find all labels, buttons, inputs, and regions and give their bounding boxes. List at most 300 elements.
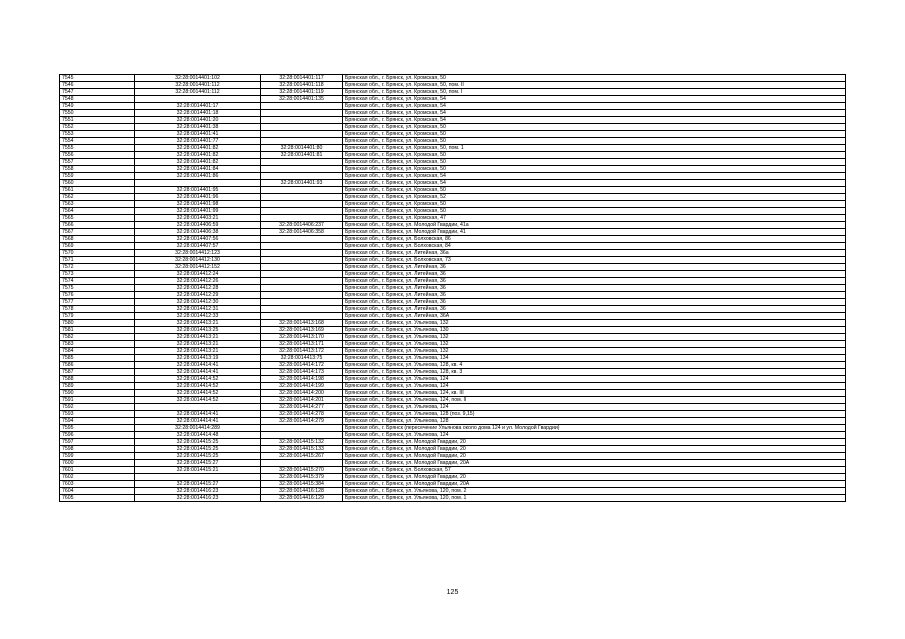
table-row: [60, 355, 846, 362]
table-row: [60, 299, 846, 306]
table-row: [60, 103, 846, 110]
address-cell: Брянская обл., г. Брянск, ул. Ульянова, 128 (поз. 9,15): [343, 411, 846, 418]
object-cadastral-number-cell: [261, 187, 343, 194]
address-cell: Брянская обл., г. Брянск, ул. Болховская, 84: [343, 243, 846, 250]
parcel-cadastral-number-cell: 32:28:0014401:96: [135, 194, 261, 201]
object-cadastral-number-cell: [261, 271, 343, 278]
row-number-cell: 7563: [60, 201, 135, 208]
address-cell: Брянская обл., г. Брянск, ул. Литейная, 36: [343, 299, 846, 306]
table-row: [60, 173, 846, 180]
parcel-cadastral-number-cell: 32:28:0014401:20: [135, 117, 261, 124]
row-number-cell: 7599: [60, 453, 135, 460]
table-row: [60, 250, 846, 257]
object-cadastral-number-cell: 32:28:0014413:75: [261, 355, 343, 362]
address-cell: Брянская обл., г. Брянск, ул. Кромская, 50, пом. I: [343, 89, 846, 96]
parcel-cadastral-number-cell: [135, 404, 261, 411]
table-row: [60, 341, 846, 348]
object-cadastral-number-cell: 32:28:0014415:379: [261, 474, 343, 481]
table-row: [60, 187, 846, 194]
parcel-cadastral-number-cell: 32:28:0014407:57: [135, 243, 261, 250]
row-number-cell: 7549: [60, 103, 135, 110]
table-row: [60, 474, 846, 481]
address-cell: Брянская обл., г. Брянск, ул. Ульянова, 132: [343, 341, 846, 348]
parcel-cadastral-number-cell: 32:28:0014412:29: [135, 292, 261, 299]
parcel-cadastral-number-cell: 32:28:0014401:98: [135, 201, 261, 208]
parcel-cadastral-number-cell: 32:28:0014412:26: [135, 278, 261, 285]
parcel-cadastral-number-cell: 32:28:0014415:27: [135, 481, 261, 488]
table-row: [60, 376, 846, 383]
parcel-cadastral-number-cell: 32:28:0014401:82: [135, 159, 261, 166]
object-cadastral-number-cell: [261, 299, 343, 306]
row-number-cell: 7566: [60, 222, 135, 229]
row-number-cell: 7603: [60, 481, 135, 488]
address-cell: Брянская обл., г. Брянск, ул. Кромская, 50, пом. II: [343, 82, 846, 89]
row-number-cell: 7569: [60, 243, 135, 250]
address-cell: Брянская обл., г. Брянск, ул. Молодой Гвардии, 20А: [343, 460, 846, 467]
parcel-cadastral-number-cell: 32:28:0014401:38: [135, 124, 261, 131]
address-cell: Брянская обл., г. Брянск, ул. Молодой Гвардии, 41а: [343, 222, 846, 229]
row-number-cell: 7583: [60, 341, 135, 348]
row-number-cell: 7547: [60, 89, 135, 96]
object-cadastral-number-cell: 32:28:0014414:198: [261, 376, 343, 383]
row-number-cell: 7561: [60, 187, 135, 194]
object-cadastral-number-cell: 32:28:0014415:132: [261, 439, 343, 446]
parcel-cadastral-number-cell: 32:28:0014415:25: [135, 439, 261, 446]
object-cadastral-number-cell: 32:28:0014414:173: [261, 369, 343, 376]
table-row: [60, 397, 846, 404]
parcel-cadastral-number-cell: 32:28:0014414:52: [135, 376, 261, 383]
table-row: [60, 306, 846, 313]
object-cadastral-number-cell: 32:28:0014413:172: [261, 348, 343, 355]
address-cell: Брянская обл., г. Брянск, ул. Ульянова, 124: [343, 383, 846, 390]
parcel-cadastral-number-cell: 32:28:0014412:30: [135, 299, 261, 306]
address-cell: Брянская обл., г. Брянск, ул. Кромская, 52: [343, 194, 846, 201]
parcel-cadastral-number-cell: 32:28:0014401:41: [135, 131, 261, 138]
table-row: [60, 453, 846, 460]
row-number-cell: 7585: [60, 355, 135, 362]
object-cadastral-number-cell: [261, 250, 343, 257]
address-cell: Брянская обл., г. Брянск, ул. Кромская, 50: [343, 138, 846, 145]
table-row: [60, 292, 846, 299]
table-row: [60, 110, 846, 117]
parcel-cadastral-number-cell: 32:28:0014412:33: [135, 313, 261, 320]
parcel-cadastral-number-cell: 32:28:0014414:41: [135, 411, 261, 418]
row-number-cell: 7568: [60, 236, 135, 243]
address-cell: Брянская обл., г. Брянск, ул. Кромская, 50: [343, 124, 846, 131]
table-row: [60, 89, 846, 96]
table-row: [60, 201, 846, 208]
row-number-cell: 7592: [60, 404, 135, 411]
address-cell: Брянская обл., г. Брянск, ул. Литейная, 36: [343, 271, 846, 278]
row-number-cell: 7572: [60, 264, 135, 271]
table-row: [60, 96, 846, 103]
address-cell: Брянская обл., г. Брянск, ул. Ульянова, 124: [343, 404, 846, 411]
address-cell: Брянская обл., г. Брянск, ул. Кромская, 47: [343, 215, 846, 222]
address-cell: Брянская обл., г. Брянск, ул. Молодой Гвардии, 20: [343, 453, 846, 460]
object-cadastral-number-cell: 32:28:0014415:384: [261, 481, 343, 488]
table-row: [60, 138, 846, 145]
object-cadastral-number-cell: [261, 201, 343, 208]
parcel-cadastral-number-cell: 32:28:0014401:17: [135, 103, 261, 110]
row-number-cell: 7551: [60, 117, 135, 124]
parcel-cadastral-number-cell: 32:28:0014407:56: [135, 236, 261, 243]
object-cadastral-number-cell: 32:28:0014414:199: [261, 383, 343, 390]
object-cadastral-number-cell: 32:28:0014401:80: [261, 145, 343, 152]
object-cadastral-number-cell: [261, 215, 343, 222]
parcel-cadastral-number-cell: 32:28:0014415:25: [135, 453, 261, 460]
object-cadastral-number-cell: [261, 124, 343, 131]
table-row: [60, 369, 846, 376]
address-cell: Брянская обл., г. Брянск, ул. Литейная, 36: [343, 292, 846, 299]
parcel-cadastral-number-cell: 32:28:0014414:52: [135, 383, 261, 390]
address-cell: Брянская обл., г. Брянск, ул. Литейная, 36а: [343, 250, 846, 257]
address-cell: Брянская обл., г. Брянск, ул. Литейная, 36: [343, 278, 846, 285]
parcel-cadastral-number-cell: 32:28:0014413:25: [135, 327, 261, 334]
object-cadastral-number-cell: [261, 425, 343, 432]
row-number-cell: 7596: [60, 432, 135, 439]
address-cell: Брянская обл., г. Брянск, ул. Литейная, 36А: [343, 313, 846, 320]
parcel-cadastral-number-cell: 32:28:0014412:130: [135, 257, 261, 264]
table-row: [60, 271, 846, 278]
parcel-cadastral-number-cell: 32:28:0014401:82: [135, 152, 261, 159]
object-cadastral-number-cell: 32:28:0014413:170: [261, 334, 343, 341]
address-cell: Брянская обл., г. Брянск, ул. Молодой Гвардии, 20: [343, 439, 846, 446]
address-cell: Брянская обл., г. Брянск, ул. Кромская, 50: [343, 131, 846, 138]
parcel-cadastral-number-cell: 32:28:0014401:82: [135, 145, 261, 152]
row-number-cell: 7574: [60, 278, 135, 285]
table-row: [60, 278, 846, 285]
parcel-cadastral-number-cell: 32:28:0014401:102: [135, 75, 261, 82]
row-number-cell: 7577: [60, 299, 135, 306]
object-cadastral-number-cell: 32:28:0014401:81: [261, 152, 343, 159]
parcel-cadastral-number-cell: 32:28:0014414:41: [135, 362, 261, 369]
parcel-cadastral-number-cell: 32:28:0014414:48: [135, 432, 261, 439]
row-number-cell: 7578: [60, 306, 135, 313]
row-number-cell: 7573: [60, 271, 135, 278]
row-number-cell: 7567: [60, 229, 135, 236]
table-row: [60, 75, 846, 82]
object-cadastral-number-cell: [261, 292, 343, 299]
table-row: [60, 145, 846, 152]
address-cell: Брянская обл., г. Брянск, ул. Кромская, 50: [343, 159, 846, 166]
parcel-cadastral-number-cell: 32:28:0014401:84: [135, 166, 261, 173]
address-cell: Брянская обл., г. Брянск, ул. Кромская, 54: [343, 117, 846, 124]
parcel-cadastral-number-cell: 32:28:0014414:52: [135, 397, 261, 404]
parcel-cadastral-number-cell: 32:28:0014416:23: [135, 488, 261, 495]
address-cell: Брянская обл., г. Брянск, ул. Молодой Гвардии, 20: [343, 446, 846, 453]
parcel-cadastral-number-cell: 32:28:0014415:21: [135, 467, 261, 474]
table-row: [60, 208, 846, 215]
address-cell: Брянская обл., г. Брянск, ул. Кромская, 50: [343, 75, 846, 82]
address-cell: Брянская обл., г. Брянск, ул. Молодой Гвардии, 41: [343, 229, 846, 236]
row-number-cell: 7588: [60, 376, 135, 383]
object-cadastral-number-cell: 32:28:0014401:135: [261, 96, 343, 103]
address-cell: Брянская обл., г. Брянск, ул. Кромская, 50: [343, 201, 846, 208]
address-cell: Брянская обл., г. Брянск, ул. Болховская, 86: [343, 236, 846, 243]
parcel-cadastral-number-cell: 32:28:0014412:24: [135, 271, 261, 278]
table-row: [60, 481, 846, 488]
parcel-cadastral-number-cell: 32:28:0014412:28: [135, 285, 261, 292]
parcel-cadastral-number-cell: 32:28:0014413:21: [135, 341, 261, 348]
object-cadastral-number-cell: [261, 138, 343, 145]
address-cell: Брянская обл., г. Брянск, ул. Литейная, 36: [343, 306, 846, 313]
table-row: [60, 264, 846, 271]
table-row: [60, 383, 846, 390]
table-row: [60, 236, 846, 243]
table-row: [60, 313, 846, 320]
address-cell: Брянская обл., г. Брянск, ул. Кромская, 50: [343, 166, 846, 173]
row-number-cell: 7580: [60, 320, 135, 327]
page-number: 125: [446, 589, 459, 596]
row-number-cell: 7557: [60, 159, 135, 166]
object-cadastral-number-cell: [261, 103, 343, 110]
parcel-cadastral-number-cell: 32:28:0014414:41: [135, 418, 261, 425]
address-cell: Брянская обл., г. Брянск, ул. Кромская, 50, пом. 1: [343, 145, 846, 152]
object-cadastral-number-cell: 32:28:0014401:93: [261, 180, 343, 187]
row-number-cell: 7571: [60, 257, 135, 264]
row-number-cell: 7589: [60, 383, 135, 390]
address-cell: Брянская обл., г. Брянск, ул. Ульянова, 128, кв. 3: [343, 369, 846, 376]
object-cadastral-number-cell: 32:28:0014414:172: [261, 362, 343, 369]
object-cadastral-number-cell: 32:28:0014413:169: [261, 327, 343, 334]
row-number-cell: 7582: [60, 334, 135, 341]
table-row: [60, 390, 846, 397]
row-number-cell: 7604: [60, 488, 135, 495]
row-number-cell: 7594: [60, 418, 135, 425]
table-row: [60, 117, 846, 124]
table-row: [60, 285, 846, 292]
parcel-cadastral-number-cell: 32:28:0014401:77: [135, 138, 261, 145]
table-row: [60, 180, 846, 187]
table-row: [60, 432, 846, 439]
address-cell: Брянская обл., г. Брянск, ул. Молодой Гвардии, 20: [343, 474, 846, 481]
row-number-cell: 7597: [60, 439, 135, 446]
parcel-cadastral-number-cell: [135, 474, 261, 481]
row-number-cell: 7590: [60, 390, 135, 397]
address-cell: Брянская обл., г. Брянск, ул. Ульянова, 134: [343, 355, 846, 362]
parcel-cadastral-number-cell: 32:28:0014415:27: [135, 460, 261, 467]
address-cell: Брянская обл., г. Брянск, ул. Ульянова, 124, кв. III: [343, 390, 846, 397]
row-number-cell: 7598: [60, 446, 135, 453]
parcel-cadastral-number-cell: 32:28:0014401:99: [135, 208, 261, 215]
object-cadastral-number-cell: [261, 243, 343, 250]
address-cell: Брянская обл., г. Брянск, ул. Кромская, 50: [343, 152, 846, 159]
table-row: [60, 82, 846, 89]
table-row: [60, 411, 846, 418]
table-row: [60, 362, 846, 369]
address-cell: Брянская обл., г. Брянск, ул. Кромская, 54: [343, 96, 846, 103]
table-row: [60, 152, 846, 159]
row-number-cell: 7605: [60, 495, 135, 502]
address-cell: Брянская обл., г. Брянск, ул. Кромская, 54: [343, 110, 846, 117]
row-number-cell: 7559: [60, 173, 135, 180]
object-cadastral-number-cell: 32:28:0014415:133: [261, 446, 343, 453]
table-row: [60, 166, 846, 173]
row-number-cell: 7558: [60, 166, 135, 173]
parcel-cadastral-number-cell: 32:28:0014403:21: [135, 215, 261, 222]
row-number-cell: 7601: [60, 467, 135, 474]
object-cadastral-number-cell: 32:28:0014414:201: [261, 397, 343, 404]
parcel-cadastral-number-cell: 32:28:0014401:86: [135, 173, 261, 180]
address-cell: Брянская обл., г. Брянск, ул. Болховская, 57: [343, 467, 846, 474]
object-cadastral-number-cell: [261, 460, 343, 467]
row-number-cell: 7591: [60, 397, 135, 404]
row-number-cell: 7550: [60, 110, 135, 117]
object-cadastral-number-cell: [261, 110, 343, 117]
table-row: [60, 334, 846, 341]
table-row: [60, 229, 846, 236]
row-number-cell: 7546: [60, 82, 135, 89]
object-cadastral-number-cell: [261, 313, 343, 320]
address-cell: Брянская обл., г. Брянск, ул. Кромская, 54: [343, 173, 846, 180]
row-number-cell: 7576: [60, 292, 135, 299]
parcel-cadastral-number-cell: 32:28:0014412:31: [135, 306, 261, 313]
parcel-cadastral-number-cell: 32:28:0014414:41: [135, 369, 261, 376]
table-row: [60, 418, 846, 425]
object-cadastral-number-cell: [261, 278, 343, 285]
table-row: [60, 348, 846, 355]
object-cadastral-number-cell: [261, 432, 343, 439]
parcel-cadastral-number-cell: 32:28:0014401:112: [135, 82, 261, 89]
address-cell: Брянская обл., г. Брянск, ул. Кромская, 54: [343, 180, 846, 187]
object-cadastral-number-cell: 32:28:0014414:278: [261, 411, 343, 418]
row-number-cell: 7587: [60, 369, 135, 376]
address-cell: Брянская обл., г. Брянск, ул. Ульянова, 124, пом. II: [343, 397, 846, 404]
table-row: [60, 404, 846, 411]
object-cadastral-number-cell: 32:28:0014414:200: [261, 390, 343, 397]
table-row: [60, 194, 846, 201]
table-row: [60, 467, 846, 474]
object-cadastral-number-cell: 32:28:0014414:279: [261, 418, 343, 425]
address-cell: Брянская обл., г. Брянск, ул. Кромская, 50: [343, 187, 846, 194]
parcel-cadastral-number-cell: 32:28:0014414:289: [135, 425, 261, 432]
parcel-cadastral-number-cell: 32:28:0014401:18: [135, 110, 261, 117]
address-cell: Брянская обл., г. Брянск, ул. Ульянова, 132: [343, 334, 846, 341]
row-number-cell: 7552: [60, 124, 135, 131]
registry-table-body: [60, 75, 846, 502]
row-number-cell: 7600: [60, 460, 135, 467]
parcel-cadastral-number-cell: 32:28:0014416:23: [135, 495, 261, 502]
object-cadastral-number-cell: 32:28:0014406:358: [261, 229, 343, 236]
table-row: [60, 131, 846, 138]
object-cadastral-number-cell: 32:28:0014413:168: [261, 320, 343, 327]
address-cell: Брянская обл., г. Брянск (пересечение Ульянова около дома 124 и ул. Молодой Гвардии): [343, 425, 846, 432]
row-number-cell: 7579: [60, 313, 135, 320]
address-cell: Брянская обл., г. Брянск, ул. Литейная, 36: [343, 264, 846, 271]
address-cell: Брянская обл., г. Брянск, ул. Ульянова, 128, кв. 4: [343, 362, 846, 369]
row-number-cell: 7564: [60, 208, 135, 215]
object-cadastral-number-cell: [261, 173, 343, 180]
address-cell: Брянская обл., г. Брянск, ул. Ульянова, 132: [343, 348, 846, 355]
address-cell: Брянская обл., г. Брянск, ул. Молодой Гвардии, 20А: [343, 481, 846, 488]
row-number-cell: 7555: [60, 145, 135, 152]
row-number-cell: 7575: [60, 285, 135, 292]
row-number-cell: 7545: [60, 75, 135, 82]
parcel-cadastral-number-cell: 32:28:0014413:21: [135, 320, 261, 327]
table-row: [60, 327, 846, 334]
object-cadastral-number-cell: [261, 159, 343, 166]
row-number-cell: 7565: [60, 215, 135, 222]
object-cadastral-number-cell: [261, 117, 343, 124]
address-cell: Брянская обл., г. Брянск, ул. Ульянова, 130: [343, 327, 846, 334]
row-number-cell: 7560: [60, 180, 135, 187]
row-number-cell: 7570: [60, 250, 135, 257]
table-row: [60, 495, 846, 502]
object-cadastral-number-cell: 32:28:0014413:171: [261, 341, 343, 348]
table-row: [60, 460, 846, 467]
parcel-cadastral-number-cell: 32:28:0014413:19: [135, 355, 261, 362]
row-number-cell: 7584: [60, 348, 135, 355]
address-cell: Брянская обл., г. Брянск, ул. Ульянова, 120, пом. 2: [343, 488, 846, 495]
address-cell: Брянская обл., г. Брянск, ул. Кромская, 54: [343, 103, 846, 110]
object-cadastral-number-cell: 32:28:0014401:117: [261, 75, 343, 82]
parcel-cadastral-number-cell: [135, 96, 261, 103]
address-cell: Брянская обл., г. Брянск, ул. Болховская, 73: [343, 257, 846, 264]
address-cell: Брянская обл., г. Брянск, ул. Литейная, 36: [343, 285, 846, 292]
table-row: [60, 159, 846, 166]
parcel-cadastral-number-cell: 32:28:0014412:123: [135, 250, 261, 257]
table-row: [60, 124, 846, 131]
row-number-cell: 7553: [60, 131, 135, 138]
row-number-cell: 7595: [60, 425, 135, 432]
object-cadastral-number-cell: 32:28:0014414:277: [261, 404, 343, 411]
table-row: [60, 439, 846, 446]
row-number-cell: 7602: [60, 474, 135, 481]
row-number-cell: 7554: [60, 138, 135, 145]
row-number-cell: 7581: [60, 327, 135, 334]
row-number-cell: 7556: [60, 152, 135, 159]
object-cadastral-number-cell: [261, 131, 343, 138]
registry-table: [59, 74, 846, 502]
table-row: [60, 257, 846, 264]
object-cadastral-number-cell: [261, 236, 343, 243]
object-cadastral-number-cell: [261, 257, 343, 264]
address-cell: Брянская обл., г. Брянск, ул. Ульянова, 120, пом. 1: [343, 495, 846, 502]
address-cell: Брянская обл., г. Брянск, ул. Ульянова, 128: [343, 418, 846, 425]
parcel-cadastral-number-cell: 32:28:0014412:152: [135, 264, 261, 271]
row-number-cell: 7548: [60, 96, 135, 103]
object-cadastral-number-cell: [261, 194, 343, 201]
table-row: [60, 488, 846, 495]
object-cadastral-number-cell: 32:28:0014401:119: [261, 89, 343, 96]
object-cadastral-number-cell: [261, 306, 343, 313]
table-row: [60, 222, 846, 229]
object-cadastral-number-cell: 32:28:0014406:237: [261, 222, 343, 229]
row-number-cell: 7593: [60, 411, 135, 418]
parcel-cadastral-number-cell: 32:28:0014413:21: [135, 348, 261, 355]
table-row: [60, 446, 846, 453]
row-number-cell: 7586: [60, 362, 135, 369]
parcel-cadastral-number-cell: 32:28:0014413:21: [135, 334, 261, 341]
object-cadastral-number-cell: 32:28:0014401:118: [261, 82, 343, 89]
table-row: [60, 320, 846, 327]
address-cell: Брянская обл., г. Брянск, ул. Ульянова, 132: [343, 320, 846, 327]
address-cell: Брянская обл., г. Брянск, ул. Ульянова, 124: [343, 432, 846, 439]
parcel-cadastral-number-cell: 32:28:0014406:38: [135, 229, 261, 236]
table-row: [60, 243, 846, 250]
table-row: [60, 425, 846, 432]
object-cadastral-number-cell: [261, 208, 343, 215]
object-cadastral-number-cell: 32:28:0014416:129: [261, 495, 343, 502]
parcel-cadastral-number-cell: 32:28:0014406:59: [135, 222, 261, 229]
address-cell: Брянская обл., г. Брянск, ул. Ульянова, 124: [343, 376, 846, 383]
parcel-cadastral-number-cell: 32:28:0014401:95: [135, 187, 261, 194]
table-row: [60, 215, 846, 222]
parcel-cadastral-number-cell: 32:28:0014415:25: [135, 446, 261, 453]
object-cadastral-number-cell: [261, 285, 343, 292]
object-cadastral-number-cell: [261, 264, 343, 271]
address-cell: Брянская обл., г. Брянск, ул. Кромская, 50: [343, 208, 846, 215]
